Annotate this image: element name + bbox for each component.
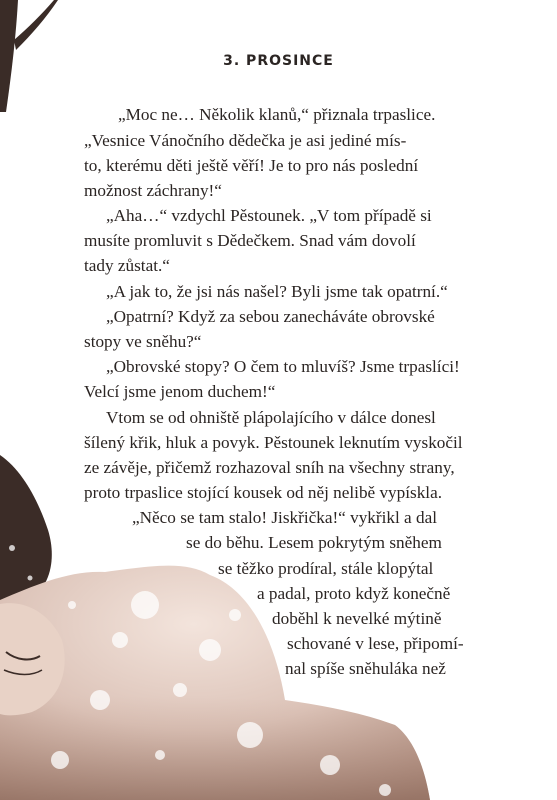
text-line: „Obrovské stopy? O čem to mluvíš? Jsme trpaslíci! bbox=[106, 357, 460, 376]
text-line: nal spíše sněhuláka než bbox=[285, 659, 446, 678]
text-line: stopy ve sněhu?“ bbox=[84, 332, 202, 351]
text-line: „Něco se tam stalo! Jiskřička!“ vykřikl a dal bbox=[132, 508, 437, 527]
text-line: musíte promluvit s Dědečkem. Snad vám dovolí bbox=[84, 231, 416, 250]
text-line: se těžko prodíral, stále klopýtal bbox=[218, 559, 434, 578]
text-line: se do běhu. Lesem pokrytým sněhem bbox=[186, 533, 442, 552]
text-line: „A jak to, že jsi nás našel? Byli jsme tak opatrní.“ bbox=[106, 282, 448, 301]
text-line: „Aha…“ vzdychl Pěstounek. „V tom případě si bbox=[106, 206, 432, 225]
text-line: možnost záchrany!“ bbox=[84, 181, 222, 200]
text-line: tady zůstat.“ bbox=[84, 256, 170, 275]
text-line: „Moc ne… Několik klanů,“ přiznala trpaslice. bbox=[118, 105, 436, 124]
chapter-title: 3. PROSINCE bbox=[223, 53, 334, 69]
text-line: „Opatrní? Když za sebou zanecháváte obrovské bbox=[106, 307, 435, 326]
text-line: proto trpaslice stojící kousek od něj nelibě vypískla. bbox=[84, 483, 443, 502]
text-line: to, kterému děti ještě věří! Je to pro nás poslední bbox=[84, 156, 419, 175]
text-line: Vtom se od ohniště plápolajícího v dálce donesl bbox=[106, 408, 436, 427]
text-line: šílený křik, hluk a povyk. Pěstounek leknutím vyskočil bbox=[84, 433, 463, 452]
text-line: a padal, proto když konečně bbox=[257, 584, 451, 603]
text-line: doběhl k nevelké mýtině bbox=[272, 609, 442, 628]
text-line: „Vesnice Vánočního dědečka je asi jediné mís- bbox=[84, 131, 407, 150]
text-line: schované v lese, připomí- bbox=[287, 634, 464, 653]
text-line: Velcí jsme jenom duchem!“ bbox=[84, 382, 276, 401]
text-line: ze závěje, přičemž rozhazoval sníh na všechny strany, bbox=[84, 458, 455, 477]
